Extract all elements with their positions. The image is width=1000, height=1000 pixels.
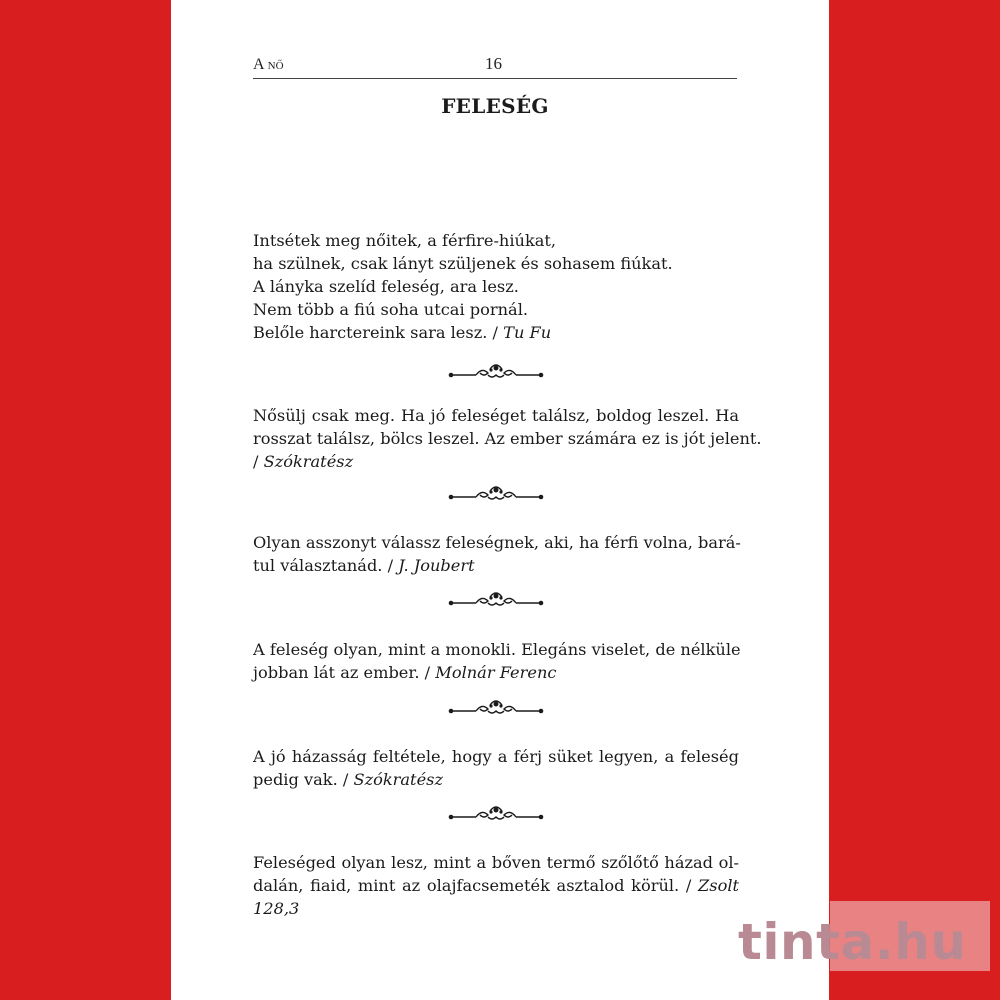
quote-block — [253, 404, 762, 473]
quote-text: jobban lát az ember. / — [253, 663, 431, 682]
quote-author: Molnár Ferenc — [435, 663, 557, 682]
quote-line: A lányka szelíd feleség, ara lesz. — [253, 277, 519, 296]
quote-line: Nősülj csak meg. Ha jó feleséget találsz, boldog leszel. Ha — [253, 406, 739, 425]
quote-line: rosszat találsz, bölcs leszel. Az ember számára ez is jót jelent. — [253, 429, 762, 448]
page-number: 16 — [485, 54, 502, 73]
quote-line: Nem több a fiú soha utcai pornál. — [253, 300, 529, 319]
flourish-divider-icon — [446, 803, 546, 827]
quote-author: Szókratész — [263, 452, 354, 471]
quote-block — [253, 638, 739, 684]
quote-text: Belőle harctereink sara lesz. / — [253, 323, 498, 342]
quote-author: Tu Fu — [503, 323, 552, 342]
flourish-divider-icon — [446, 697, 546, 721]
quote-text: dalán, fiaid, mint az olajfacsemeték asztalod körül. / — [253, 876, 692, 895]
quote-text: / — [253, 452, 259, 471]
quote-block — [253, 531, 739, 577]
flourish-divider-icon — [446, 483, 546, 507]
quote-line-last — [253, 768, 739, 791]
quote-line: Feleséged olyan lesz, mint a bőven termő szőlőtő házad ol- — [253, 853, 739, 872]
watermark-logo: tinta.hu — [738, 913, 967, 971]
quote-author: J. Joubert — [398, 556, 475, 575]
quote-line: A feleség olyan, mint a monokli. Elegáns viselet, de nélküle — [253, 640, 741, 659]
quote-text: pedig vak. / — [253, 770, 349, 789]
chapter-title: FELESÉG — [441, 94, 549, 118]
quote-author: Szókratész — [353, 770, 443, 789]
quote-line: Olyan asszonyt válassz feleségnek, aki, ha férfi volna, bará- — [253, 533, 741, 552]
flourish-divider-icon — [446, 361, 546, 385]
quote-line: A jó házasság feltétele, hogy a férj süket legyen, a feleség — [253, 747, 739, 766]
section-title: A nő — [253, 56, 284, 73]
flourish-divider-icon — [446, 589, 546, 613]
quote-block — [253, 229, 739, 344]
quote-line-last — [253, 321, 739, 344]
quote-line: Intsétek meg nőitek, a férfire-hiúkat, — [253, 231, 557, 250]
quote-line-last — [253, 661, 739, 684]
quote-author-ref: 128,3 — [253, 899, 300, 918]
quote-text: tul választanád. / — [253, 556, 394, 575]
quote-line-last — [253, 554, 739, 577]
running-header — [253, 54, 737, 79]
quote-author: Zsolt — [698, 876, 739, 895]
quote-line-last — [253, 450, 739, 473]
quote-block — [253, 745, 739, 791]
quote-block — [253, 851, 739, 920]
book-page — [171, 0, 829, 1000]
quote-line: ha szülnek, csak lányt szüljenek és sohasem fiúkat. — [253, 254, 673, 273]
quote-line — [253, 874, 739, 897]
